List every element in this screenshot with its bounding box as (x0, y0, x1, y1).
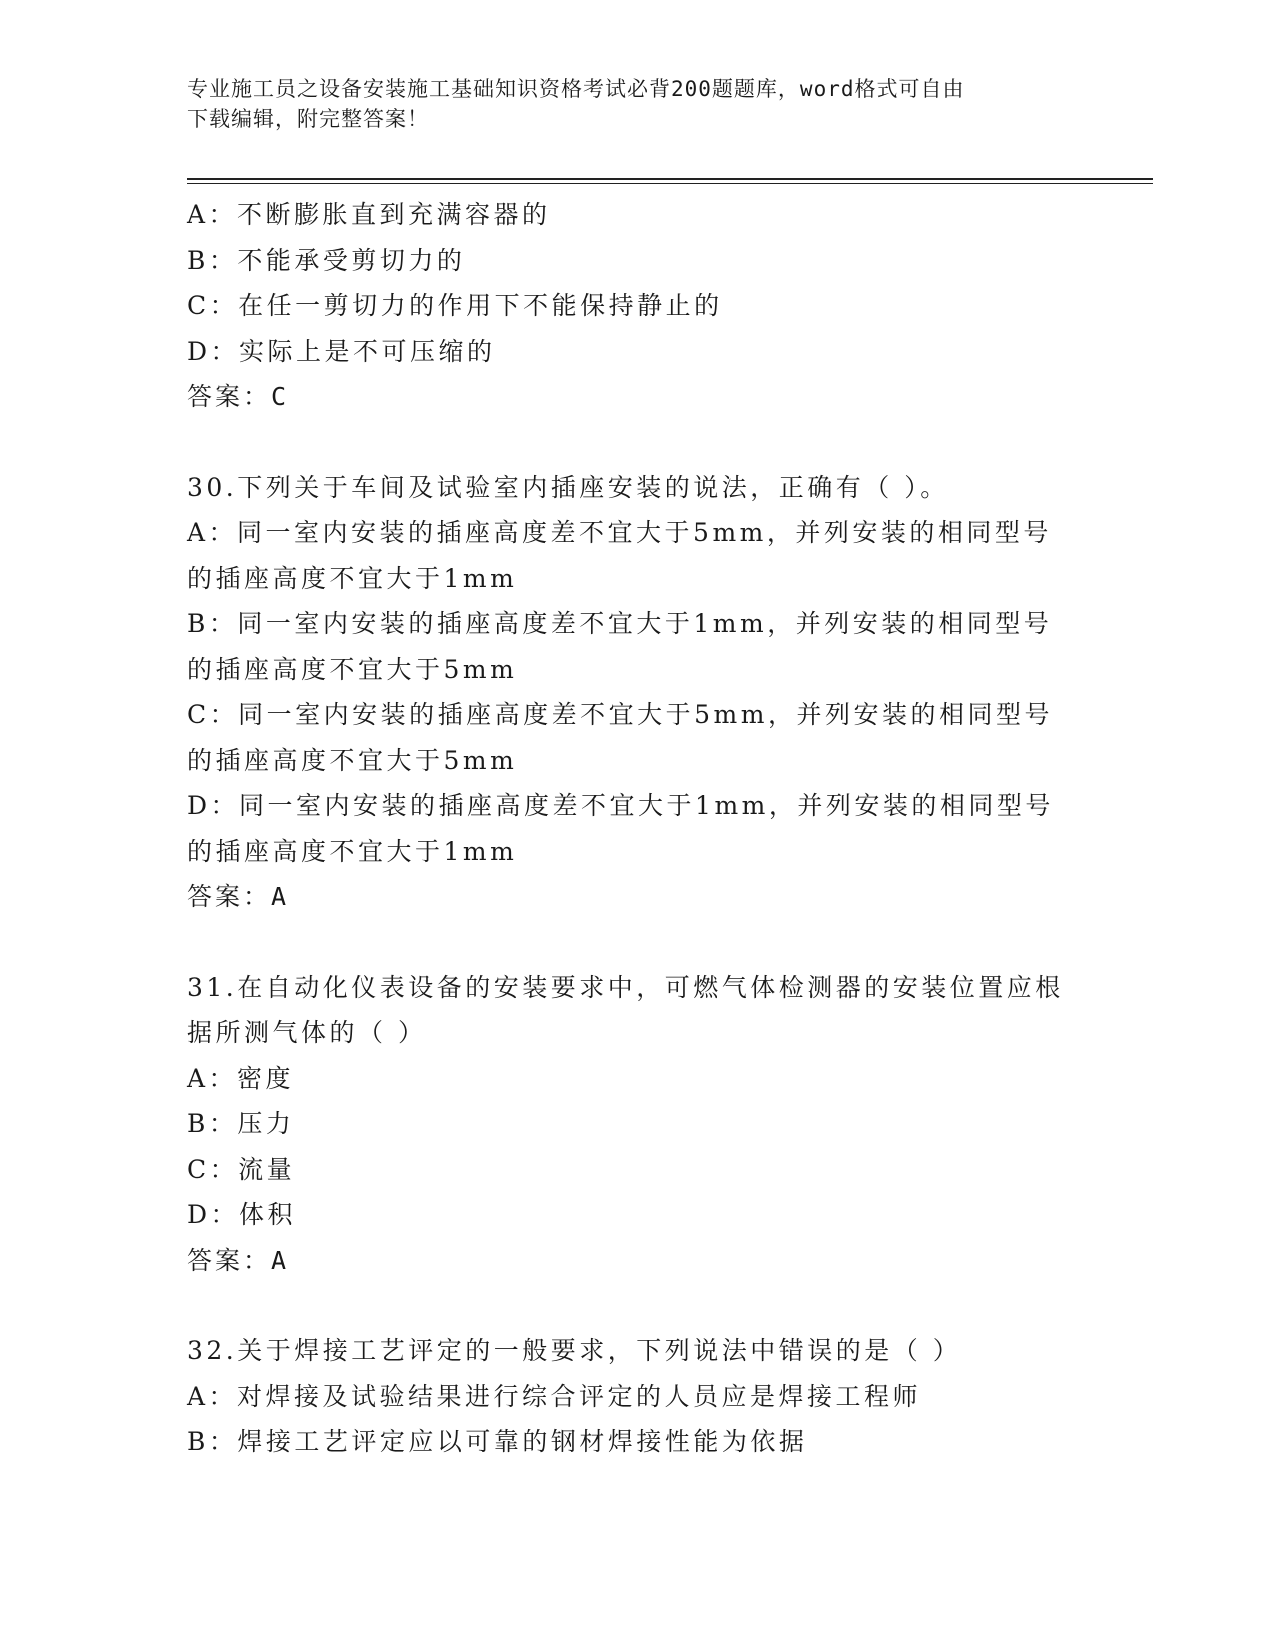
answer-value: A (271, 1245, 290, 1275)
option-d: D：同一室内安装的插座高度差不宜大于1mm，并列安装的相同型号的插座高度不宜大于1mm (187, 791, 1054, 866)
option-c: C：在任一剪切力的作用下不能保持静止的 (187, 291, 723, 320)
option-b: B：同一室内安装的插座高度差不宜大于1mm，并列安装的相同型号的插座高度不宜大于5mm (187, 609, 1053, 684)
option-a: A：同一室内安装的插座高度差不宜大于5mm，并列安装的相同型号的插座高度不宜大于1mm (187, 518, 1052, 593)
header-divider-thin (187, 183, 1153, 184)
question-stem: 30.下列关于车间及试验室内插座安装的说法，正确有（ ）。 (187, 472, 949, 502)
header-line-1: 专业施工员之设备安装施工基础知识资格考试必背200题题库，word格式可自由 (187, 77, 965, 101)
spacer (187, 1283, 1077, 1328)
answer-line (187, 1238, 1077, 1284)
document-header (187, 74, 1067, 134)
question-content (187, 192, 1077, 1465)
header-line-2: 下载编辑，附完整答案！ (187, 107, 429, 131)
option-a: A：对焊接及试验结果进行综合评定的人员应是焊接工程师 (187, 1381, 922, 1411)
answer-line (187, 374, 1077, 420)
answer-label: 答案： (187, 1245, 272, 1275)
answer-line (187, 874, 1077, 920)
question-32 (187, 1328, 1077, 1465)
spacer (187, 920, 1077, 965)
option-c: C：流量 (187, 1154, 296, 1184)
answer-label: 答案： (187, 382, 272, 411)
question-29 (187, 192, 1077, 420)
option-a: A：不断膨胀直到充满容器的 (187, 200, 551, 229)
option-a: A：密度 (187, 1063, 295, 1093)
question-30 (187, 465, 1077, 920)
header-divider-thick (187, 178, 1153, 180)
spacer (187, 420, 1077, 465)
answer-label: 答案： (187, 882, 272, 911)
option-b: B：压力 (187, 1109, 295, 1138)
option-b: B：焊接工艺评定应以可靠的钢材焊接性能为依据 (187, 1427, 808, 1456)
option-b: B：不能承受剪切力的 (187, 245, 466, 275)
answer-value: C (271, 382, 290, 411)
question-stem: 31.在自动化仪表设备的安装要求中，可燃气体检测器的安装位置应根据所测气体的（ ） (187, 972, 1064, 1047)
question-31 (187, 965, 1077, 1284)
question-stem: 32.关于焊接工艺评定的一般要求，下列说法中错误的是（ ） (187, 1336, 962, 1365)
option-c: C：同一室内安装的插座高度差不宜大于5mm，并列安装的相同型号的插座高度不宜大于5mm (187, 700, 1053, 775)
answer-value: A (271, 882, 290, 911)
option-d: D：体积 (187, 1200, 297, 1229)
option-d: D：实际上是不可压缩的 (187, 336, 496, 366)
